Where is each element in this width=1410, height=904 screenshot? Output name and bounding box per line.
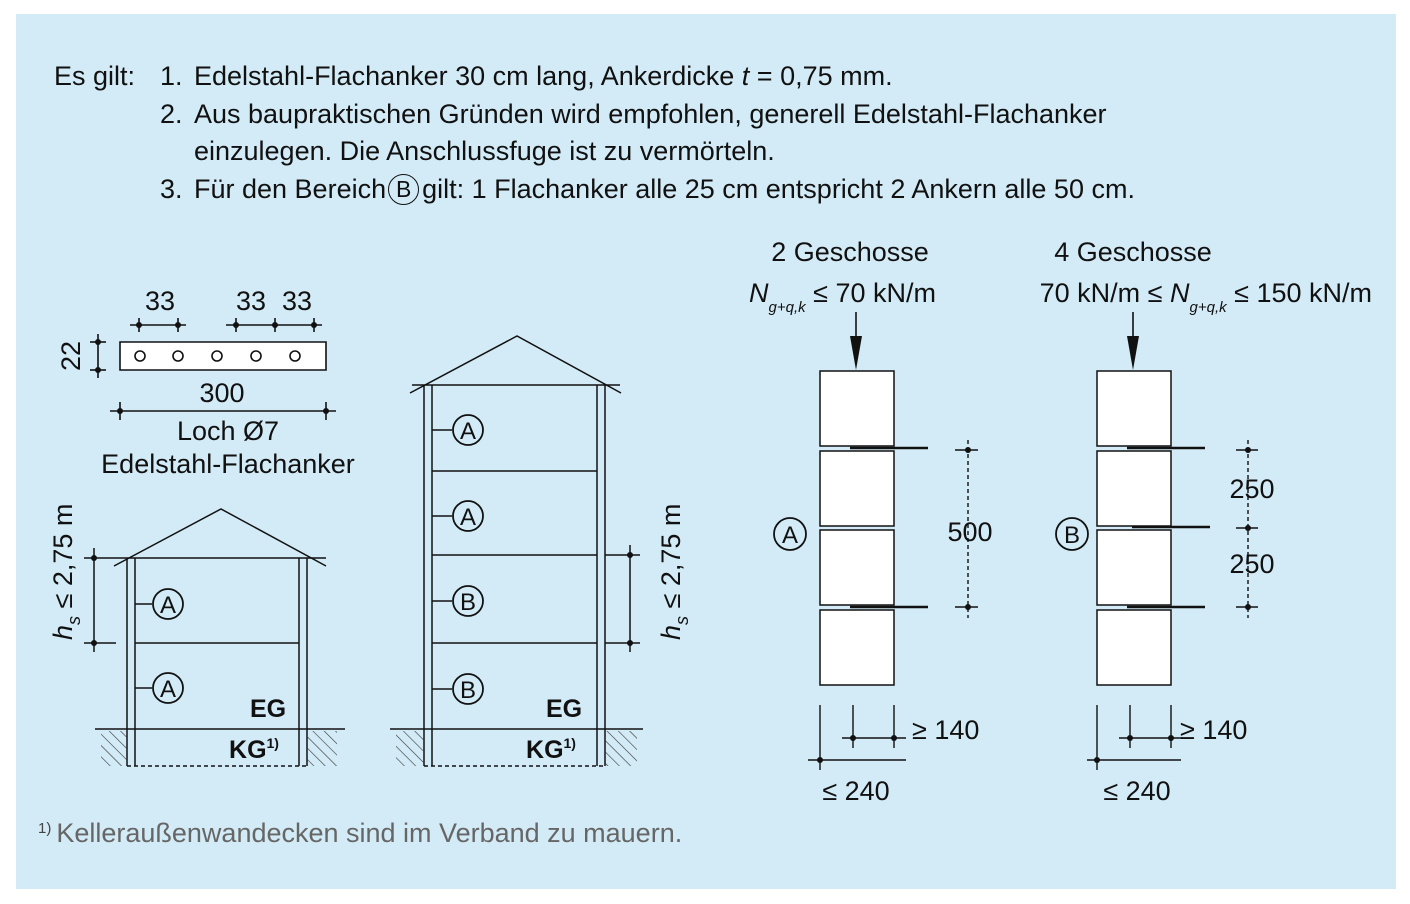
height-subscript: s <box>64 615 84 625</box>
wall-b-section <box>1056 312 1275 806</box>
wall-b-zone-label: B <box>1063 522 1081 549</box>
footnote <box>38 818 682 849</box>
height-limit-label <box>48 504 84 640</box>
height-subscript: s <box>672 615 692 625</box>
floor-label-kg-text: KG <box>229 736 267 764</box>
load-subscript: g+q,k <box>1189 299 1227 316</box>
small-zone-badges <box>153 589 183 703</box>
note-number: 3. <box>160 173 183 204</box>
anchor-dim-a: 33 <box>144 286 176 316</box>
footnote-mark: 1) <box>38 820 52 837</box>
load-symbol: N <box>1170 278 1190 308</box>
wall-b-spacing-bottom: 250 <box>1229 549 1275 579</box>
wall-a-load <box>749 278 936 316</box>
anchor-dim-c: 33 <box>281 286 313 316</box>
zone-a-label: A <box>159 676 177 703</box>
height-rest: ≤ 2,75 m <box>656 503 686 616</box>
floor-label-kg <box>526 735 576 764</box>
wall-b-load <box>1040 278 1372 316</box>
zone-a-label: A <box>459 504 477 531</box>
wall-a-max-width: ≤ 240 <box>822 776 890 806</box>
note-number: 1. <box>160 61 183 91</box>
anchor-name: Edelstahl-Flachanker <box>101 449 355 479</box>
anchor-dim-b: 33 <box>235 286 267 316</box>
load-prefix: 70 kN/m ≤ <box>1039 278 1170 308</box>
wall-a-spacing: 500 <box>947 517 993 547</box>
height-rest: ≤ 2,75 m <box>48 503 78 616</box>
height-symbol: h <box>48 624 78 640</box>
zone-b-badge: B <box>388 174 419 205</box>
anchor-plate <box>120 342 326 370</box>
load-rest: ≤ 70 kN/m <box>805 278 936 308</box>
anchor-dim-length: 300 <box>199 378 245 408</box>
note-text-part: gilt: 1 Flachanker alle 25 cm entspricht 2 Ankern alle 50 cm. <box>422 173 1135 204</box>
note-number: 2. <box>160 98 183 129</box>
note-text-part: Für den Bereich <box>194 173 387 204</box>
note-text-part: = 0,75 mm. <box>749 61 893 91</box>
zone-b-label: B <box>459 589 477 616</box>
footnote-mark: 1) <box>563 735 576 751</box>
small-building <box>95 509 345 766</box>
wall-a-section <box>774 312 993 806</box>
note-text-part: Edelstahl-Flachanker 30 cm lang, Ankerdicke <box>194 61 742 91</box>
note-symbol: t <box>741 61 750 91</box>
footnote-text: Kelleraußenwandecken sind im Verband zu mauern. <box>56 818 683 848</box>
wall-a-min-width: ≥ 140 <box>912 715 980 745</box>
wall-b-max-width: ≤ 240 <box>1103 776 1171 806</box>
note-text: Aus baupraktischen Gründen wird empfohlen, generell Edelstahl-Flachanker <box>194 98 1107 129</box>
floor-label-kg <box>229 735 279 764</box>
zone-a-label: A <box>159 592 177 619</box>
load-symbol: N <box>749 278 769 308</box>
height-symbol: h <box>656 624 686 640</box>
floor-label-eg: EG <box>545 695 583 723</box>
wall-a-title: 2 Geschosse <box>771 237 929 267</box>
anchor-dim-height: 22 <box>56 340 86 372</box>
note-text: einzulegen. Die Anschlussfuge ist zu vermörteln. <box>194 136 775 166</box>
wall-b-min-width: ≥ 140 <box>1180 715 1248 745</box>
anchor-hole-label: Loch Ø7 <box>176 416 280 446</box>
wall-b-title: 4 Geschosse <box>1054 237 1212 267</box>
load-subscript: g+q,k <box>768 299 806 316</box>
wall-a-zone-label: A <box>781 522 799 549</box>
load-arrow <box>850 336 862 370</box>
tall-zone-badges <box>453 415 483 704</box>
zone-b-label: B <box>459 677 477 704</box>
wall-b-spacing-top: 250 <box>1229 474 1275 504</box>
zone-a-label: A <box>459 418 477 445</box>
notes-lead: Es gilt: <box>54 61 136 91</box>
floor-label-eg: EG <box>249 695 287 723</box>
height-limit-label <box>656 504 692 640</box>
load-arrow <box>1127 336 1139 370</box>
tall-building <box>390 336 643 766</box>
footnote-mark: 1) <box>266 735 279 751</box>
floor-label-kg-text: KG <box>526 736 564 764</box>
load-rest: ≤ 150 kN/m <box>1226 278 1372 308</box>
